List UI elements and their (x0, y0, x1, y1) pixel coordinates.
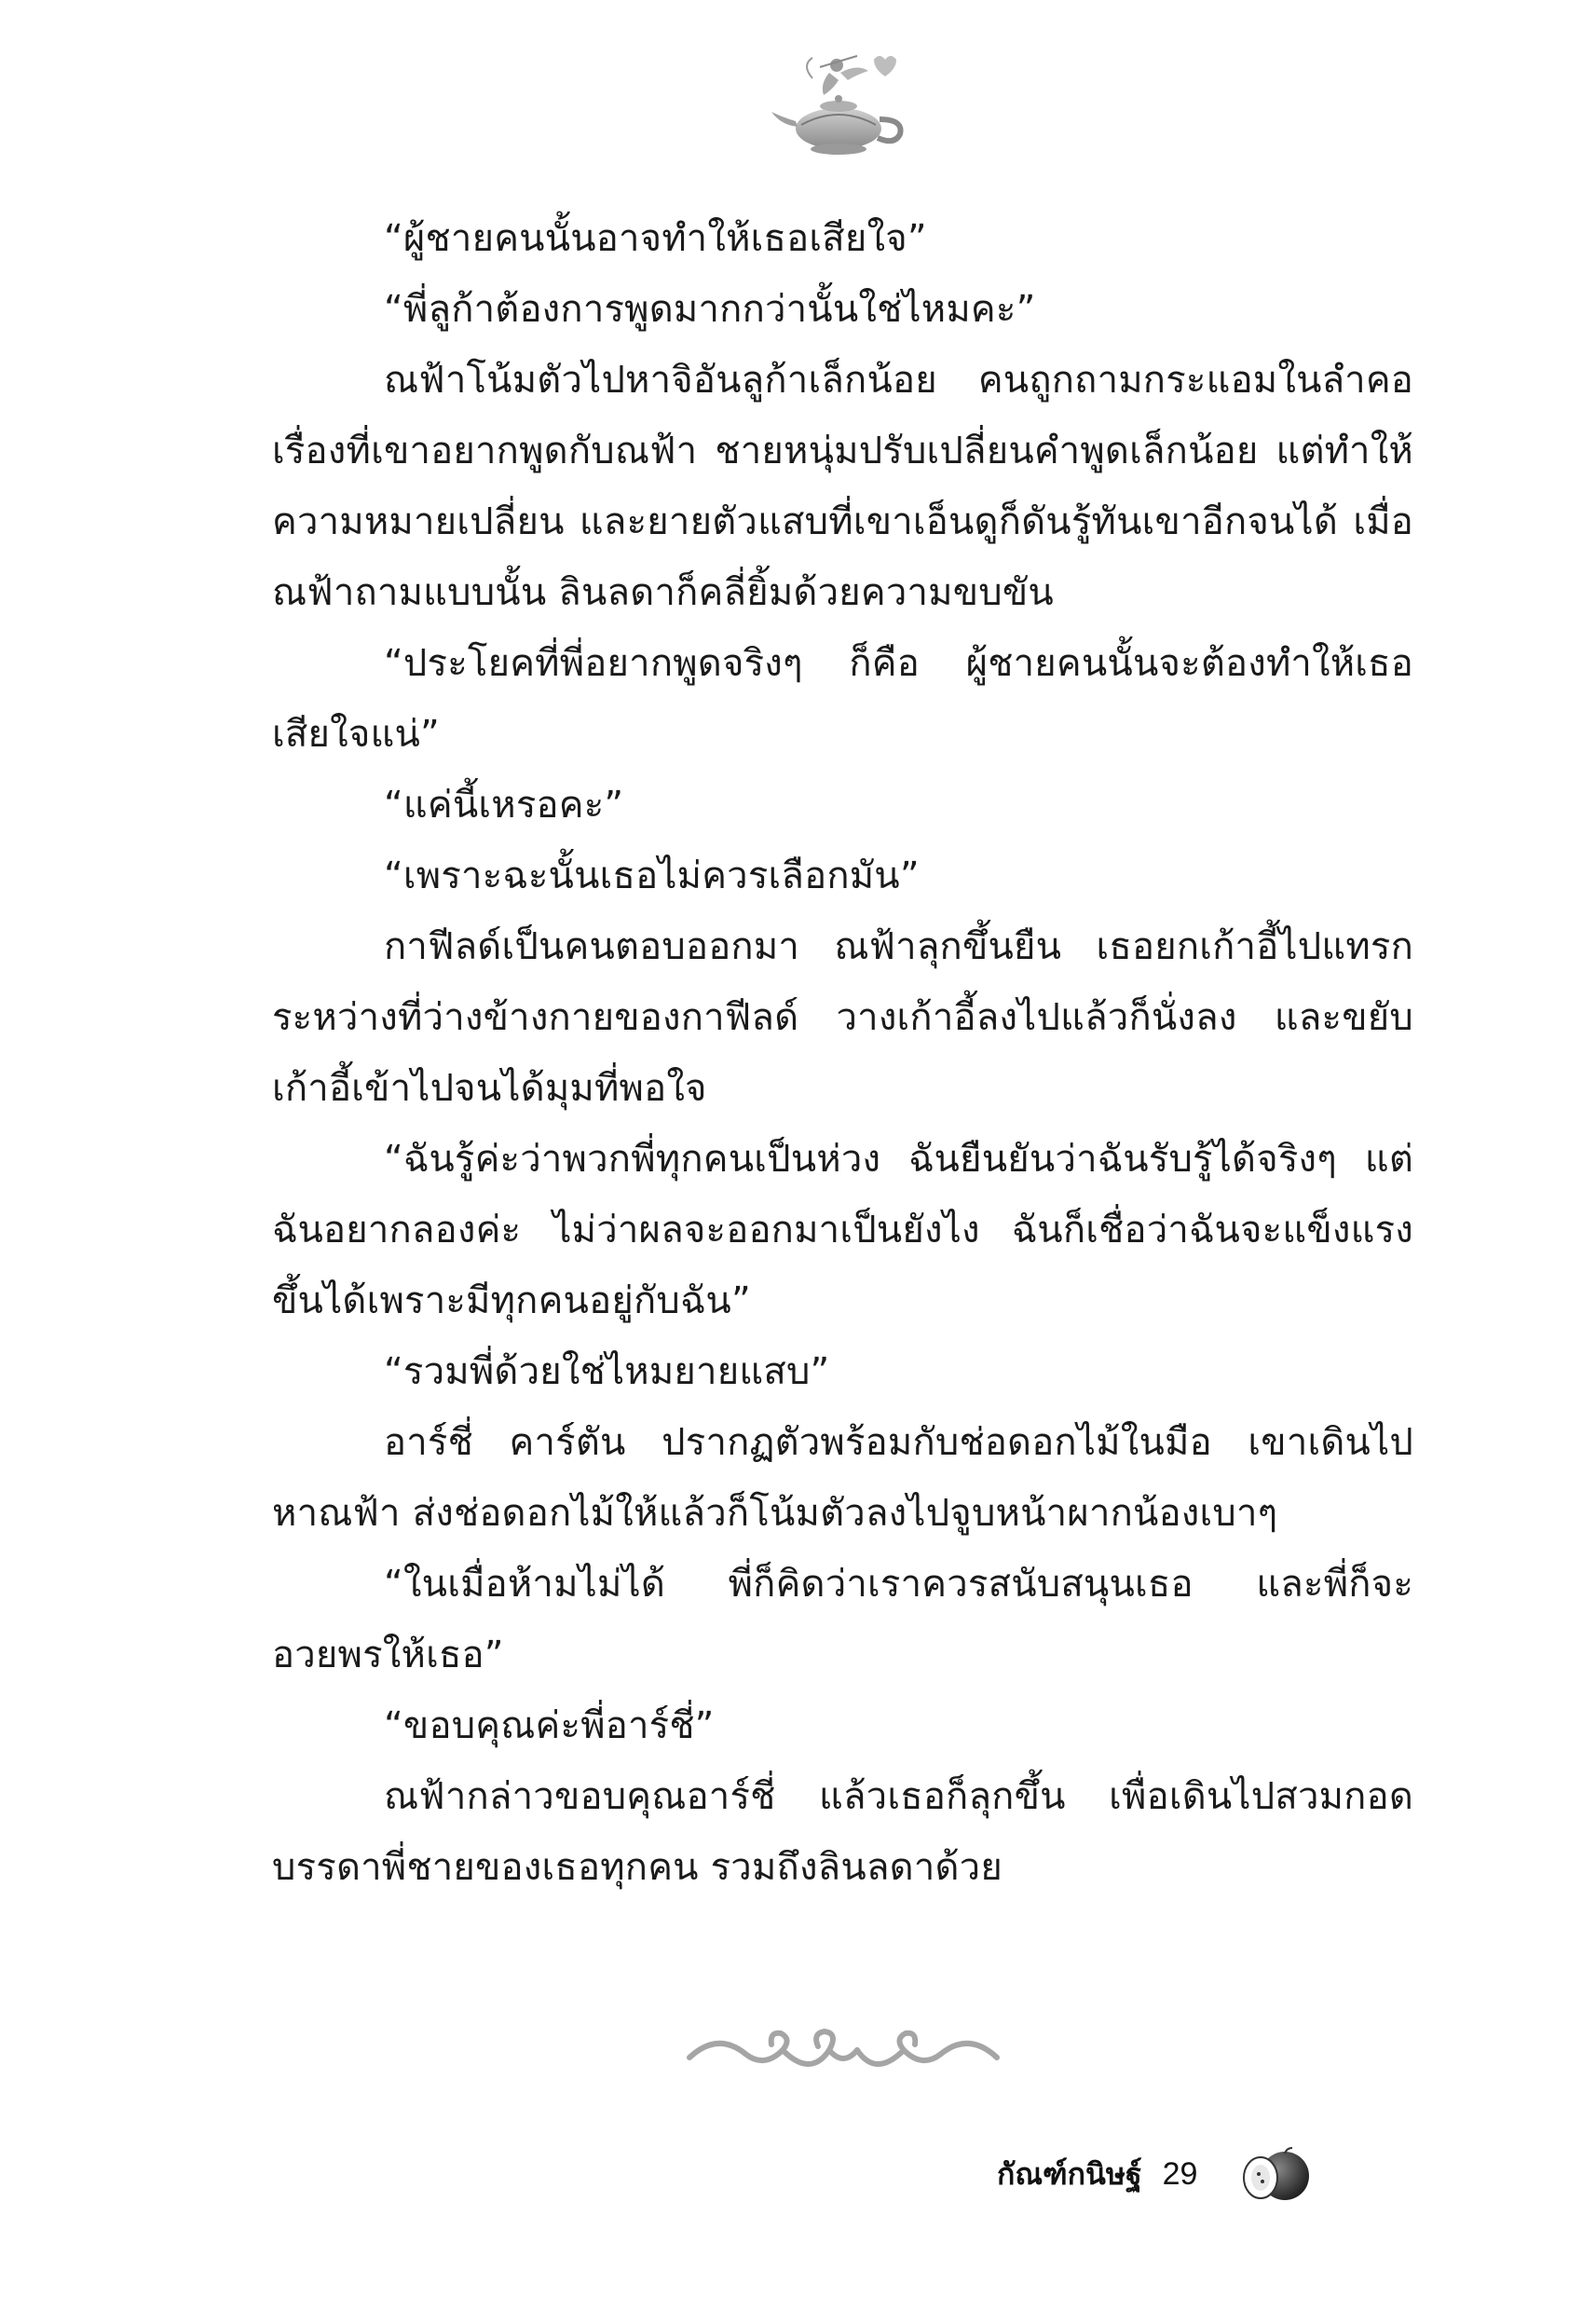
page-number: 29 (1162, 2155, 1198, 2192)
paragraph: ณฟ้ากล่าวขอบคุณอาร์ชี่ แล้วเธอก็ลุกขึ้น เพื่อเดินไปสวมกอดบรรดาพี่ชายของเธอทุกคน รวมถึงลินลดาด้วย (272, 1775, 1413, 1889)
scroll-flourish-divider-icon (680, 2013, 1006, 2087)
paragraph: ณฟ้าโน้มตัวไปหาจิอันลูก้าเล็กน้อย คนถูกถามกระแอมในลำคอเรื่องที่เขาอยากพูดกับณฟ้า ชายหนุ่มปรับเปลี่ยนคำพูดเล็กน้อย แต่ทำให้ความหมายเปลี่ยน และยายตัวแสบที่เขาเอ็นดูก็ดันรู้ทันเขาอีกจนได้ เมื่อณฟ้าถามแบบนั้น ลินลดาก็คลี่ยิ้มด้วยความขบขัน (272, 359, 1413, 614)
paragraph: “ในเมื่อห้ามไม่ได้ พี่ก็คิดว่าเราควรสนับสนุนเธอ และพี่ก็จะอวยพรให้เธอ” (272, 1563, 1413, 1676)
teapot-cupid-ornament-icon (764, 47, 913, 163)
paragraph: “ฉันรู้ค่ะว่าพวกพี่ทุกคนเป็นห่วง ฉันยืนยันว่าฉันรับรู้ได้จริงๆ แต่ฉันอยากลองค่ะ ไม่ว่าผลจะออกมาเป็นยังไง ฉันก็เชื่อว่าฉันจะแข็งแรงขึ้นได้เพราะมีทุกคนอยู่กับฉัน” (272, 1138, 1413, 1322)
paragraph: “แค่นี้เหรอคะ” (384, 784, 624, 827)
paragraph: “ขอบคุณค่ะพี่อาร์ชี่” (384, 1704, 715, 1747)
page-footer (997, 2141, 1318, 2207)
paragraph: “เพราะฉะนั้นเธอไม่ควรเลือกมัน” (384, 855, 920, 897)
paragraph: “ผู้ชายคนนั้นอาจทำให้เธอเสียใจ” (384, 217, 927, 260)
paragraph: อาร์ชี่ คาร์ตัน ปรากฏตัวพร้อมกับช่อดอกไม้ในมือ เขาเดินไปหาณฟ้า ส่งช่อดอกไม้ให้แล้วก็โน้มตัวลงไปจูบหน้าผากน้องเบาๆ (272, 1421, 1413, 1535)
paragraph: “พี่ลูก้าต้องการพูดมากกว่านั้นใช่ไหมคะ” (384, 288, 1036, 331)
paragraph: “ประโยคที่พี่อยากพูดจริงๆ ก็คือ ผู้ชายคนนั้นจะต้องทำให้เธอเสียใจแน่” (272, 642, 1413, 756)
paragraph: กาฟีลด์เป็นคนตอบออกมา ณฟ้าลุกขึ้นยืน เธอยกเก้าอี้ไปแทรกระหว่างที่ว่างข้างกายของกาฟีลด์ วางเก้าอี้ลงไปแล้วก็นั่งลง และขยับเก้าอี้เข้าไปจนได้มุมที่พอใจ (272, 925, 1413, 1110)
paragraph: “รวมพี่ด้วยใช่ไหมยายแสบ” (384, 1350, 830, 1393)
apple-icon (1235, 2146, 1318, 2202)
book-title: กัณฑ์กนิษฐ์ (997, 2155, 1142, 2192)
story-text (272, 203, 1413, 1903)
